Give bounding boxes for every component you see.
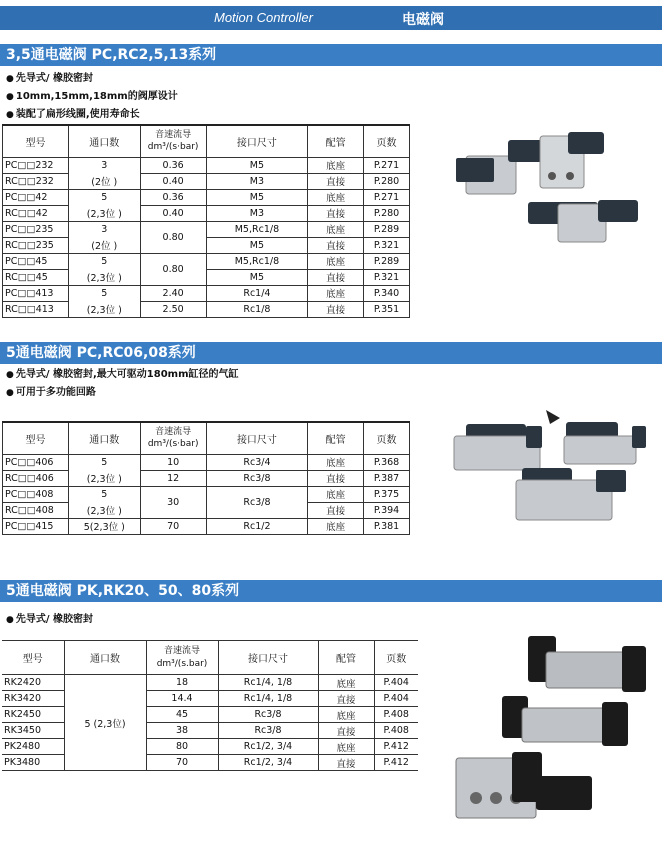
col-ports: 通口数: [64, 641, 146, 675]
cell-flow: 10: [140, 454, 206, 470]
cell-piping: 底座: [308, 253, 364, 269]
cell-flow: 30: [140, 486, 206, 518]
table-row: [3, 301, 410, 317]
col-page: 页数: [364, 125, 410, 157]
cell-port-size: Rc3/4: [206, 454, 308, 470]
cell-port-size: M5,Rc1/8: [206, 221, 308, 237]
section2-title: 5通电磁阀 PC,RC06,08系列: [0, 342, 662, 364]
table-row: [3, 253, 410, 269]
bullet: ● 先导式/ 橡胶密封: [6, 70, 178, 88]
cell-page: P.412: [374, 739, 418, 755]
cell-port-size: Rc3/8: [206, 470, 308, 486]
cell-flow: 80: [146, 739, 218, 755]
cell-page: P.289: [364, 253, 410, 269]
cell-model: PC□□42: [3, 189, 69, 205]
cell-ports: 3: [68, 221, 140, 237]
cell-ports: 5: [68, 454, 140, 470]
section3-bullets: [6, 611, 93, 629]
cell-page: P.375: [364, 486, 410, 502]
cell-piping: 直接: [308, 173, 364, 189]
cell-flow: 0.40: [140, 205, 206, 221]
cell-model: RC□□413: [3, 301, 69, 317]
cell-flow: 45: [146, 707, 218, 723]
cell-piping: 直接: [318, 755, 374, 771]
valve-photo-2: [446, 404, 652, 534]
cell-flow: 0.36: [140, 157, 206, 173]
cell-page: P.271: [364, 189, 410, 205]
cell-piping: 直接: [308, 269, 364, 285]
cell-piping: 直接: [308, 237, 364, 253]
cell-ports: 5: [68, 253, 140, 269]
cell-port-size: Rc3/8: [218, 707, 318, 723]
cell-port-size: Rc1/4, 1/8: [218, 675, 318, 691]
section1-bullets: [6, 70, 178, 124]
cell-model: RC□□235: [3, 237, 69, 253]
cell-piping: 底座: [308, 486, 364, 502]
cell-flow: 14.4: [146, 691, 218, 707]
cell-page: P.408: [374, 707, 418, 723]
col-model: 型号: [2, 641, 64, 675]
brand-title: Motion Controller: [214, 10, 313, 25]
table-row: [3, 173, 410, 189]
cell-flow: 38: [146, 723, 218, 739]
bullet: ● 装配了扁形线圈,使用寿命长: [6, 106, 178, 124]
cell-model: PC□□408: [3, 486, 69, 502]
col-ports: 通口数: [68, 422, 140, 454]
cell-piping: 底座: [308, 157, 364, 173]
col-port-size: 接口尺寸: [206, 422, 308, 454]
cell-page: P.404: [374, 675, 418, 691]
cell-port-size: M5: [206, 237, 308, 253]
table-row: [3, 221, 410, 237]
bullet: ● 先导式/ 橡胶密封: [6, 611, 93, 629]
col-flow: 音速流导 dm³/(s.bar): [146, 641, 218, 675]
cell-ports: (2,3位 ): [68, 301, 140, 317]
cell-ports: (2,3位 ): [68, 502, 140, 518]
cell-piping: 直接: [318, 691, 374, 707]
valve-photo-1: [448, 118, 648, 248]
cell-port-size: Rc1/2: [206, 518, 308, 534]
cell-model: RK3450: [2, 723, 64, 739]
cell-model: PK2480: [2, 739, 64, 755]
col-port-size: 接口尺寸: [206, 125, 308, 157]
cell-piping: 底座: [308, 221, 364, 237]
cell-port-size: Rc3/8: [206, 486, 308, 518]
cell-ports: (2,3位 ): [68, 470, 140, 486]
cell-model: RK2420: [2, 675, 64, 691]
col-flow: 音速流导 dm³/(s·bar): [140, 422, 206, 454]
cell-page: P.340: [364, 285, 410, 301]
cell-ports: 5: [68, 285, 140, 301]
cell-port-size: M5: [206, 189, 308, 205]
table-row: [3, 470, 410, 486]
bullet: ● 可用于多功能回路: [6, 384, 239, 402]
cell-ports: 3: [68, 157, 140, 173]
col-page: 页数: [374, 641, 418, 675]
cell-page: P.387: [364, 470, 410, 486]
cell-model: PC□□232: [3, 157, 69, 173]
section2-table: [2, 421, 410, 535]
cell-piping: 底座: [318, 707, 374, 723]
cell-port-size: Rc1/2, 3/4: [218, 739, 318, 755]
cell-piping: 底座: [308, 189, 364, 205]
table-row: [3, 237, 410, 253]
cell-port-size: M3: [206, 173, 308, 189]
cell-port-size: Rc3/8: [218, 723, 318, 739]
cell-port-size: Rc1/2, 3/4: [218, 755, 318, 771]
cell-piping: 直接: [308, 301, 364, 317]
table-row: [3, 486, 410, 502]
col-port-size: 接口尺寸: [218, 641, 318, 675]
cell-model: PC□□406: [3, 454, 69, 470]
cell-ports: (2,3位 ): [68, 205, 140, 221]
section1-title: 3,5通电磁阀 PC,RC2,5,13系列: [0, 44, 662, 66]
cell-ports: 5: [68, 486, 140, 502]
table-row: [3, 157, 410, 173]
cell-flow: 70: [146, 755, 218, 771]
cell-ports: (2,3位 ): [68, 269, 140, 285]
cell-flow: 12: [140, 470, 206, 486]
cell-port-size: Rc1/8: [206, 301, 308, 317]
col-flow: 音速流导 dm³/(s·bar): [140, 125, 206, 157]
cell-port-size: M3: [206, 205, 308, 221]
cell-page: P.351: [364, 301, 410, 317]
cell-page: P.412: [374, 755, 418, 771]
cell-model: PC□□415: [3, 518, 69, 534]
cell-page: P.368: [364, 454, 410, 470]
cell-piping: 底座: [318, 675, 374, 691]
cell-flow: 2.50: [140, 301, 206, 317]
bullet: ● 10mm,15mm,18mm的阀厚设计: [6, 88, 178, 106]
cell-piping: 直接: [318, 723, 374, 739]
section1-table: [2, 124, 410, 318]
category-title: 电磁阀: [402, 12, 444, 28]
cell-model: RC□□408: [3, 502, 69, 518]
cell-model: PC□□235: [3, 221, 69, 237]
cell-flow: 0.80: [140, 221, 206, 253]
cell-ports: 5: [68, 189, 140, 205]
cell-model: RC□□42: [3, 205, 69, 221]
cell-flow: 0.36: [140, 189, 206, 205]
cell-port-size: Rc1/4, 1/8: [218, 691, 318, 707]
cell-model: PC□□413: [3, 285, 69, 301]
table-row: [3, 269, 410, 285]
section3-title: 5通电磁阀 PK,RK20、50、80系列: [0, 580, 662, 602]
cell-flow: 2.40: [140, 285, 206, 301]
cell-page: P.394: [364, 502, 410, 518]
cell-piping: 底座: [308, 285, 364, 301]
cell-page: P.321: [364, 237, 410, 253]
cell-flow: 70: [140, 518, 206, 534]
cell-flow: 18: [146, 675, 218, 691]
cell-piping: 直接: [308, 470, 364, 486]
cell-page: P.381: [364, 518, 410, 534]
cell-piping: 直接: [308, 502, 364, 518]
cell-piping: 底座: [308, 518, 364, 534]
table-row: [3, 285, 410, 301]
cell-ports: 5 (2,3位): [64, 675, 146, 771]
cell-ports: (2位 ): [68, 237, 140, 253]
cell-model: RC□□406: [3, 470, 69, 486]
col-model: 型号: [3, 422, 69, 454]
cell-ports: (2位 ): [68, 173, 140, 189]
top-banner: [0, 6, 662, 30]
bullet: ● 先导式/ 橡胶密封,最大可驱动180mm缸径的气缸: [6, 366, 239, 384]
cell-page: P.271: [364, 157, 410, 173]
cell-model: RK2450: [2, 707, 64, 723]
cell-port-size: Rc1/4: [206, 285, 308, 301]
cell-model: RC□□45: [3, 269, 69, 285]
cell-piping: 底座: [318, 739, 374, 755]
col-model: 型号: [3, 125, 69, 157]
cell-page: P.289: [364, 221, 410, 237]
cell-model: PC□□45: [3, 253, 69, 269]
table-row: [3, 205, 410, 221]
valve-photo-3: [452, 626, 652, 856]
cell-flow: 0.40: [140, 173, 206, 189]
section3-table: [2, 640, 418, 771]
cell-page: P.404: [374, 691, 418, 707]
cell-ports: 5(2,3位 ): [68, 518, 140, 534]
cell-page: P.280: [364, 205, 410, 221]
cell-model: PK3480: [2, 755, 64, 771]
cell-piping: 底座: [308, 454, 364, 470]
cell-port-size: M5: [206, 269, 308, 285]
table-row: [2, 675, 418, 691]
col-piping: 配管: [308, 422, 364, 454]
cell-model: RC□□232: [3, 173, 69, 189]
col-piping: 配管: [308, 125, 364, 157]
col-page: 页数: [364, 422, 410, 454]
cell-flow: 0.80: [140, 253, 206, 285]
cell-model: RK3420: [2, 691, 64, 707]
table-row: [3, 518, 410, 534]
table-row: [3, 454, 410, 470]
col-ports: 通口数: [68, 125, 140, 157]
section2-bullets: [6, 366, 239, 402]
cell-port-size: M5,Rc1/8: [206, 253, 308, 269]
cell-page: P.280: [364, 173, 410, 189]
cell-page: P.408: [374, 723, 418, 739]
cell-port-size: M5: [206, 157, 308, 173]
cell-piping: 直接: [308, 205, 364, 221]
col-piping: 配管: [318, 641, 374, 675]
cell-page: P.321: [364, 269, 410, 285]
table-row: [3, 189, 410, 205]
